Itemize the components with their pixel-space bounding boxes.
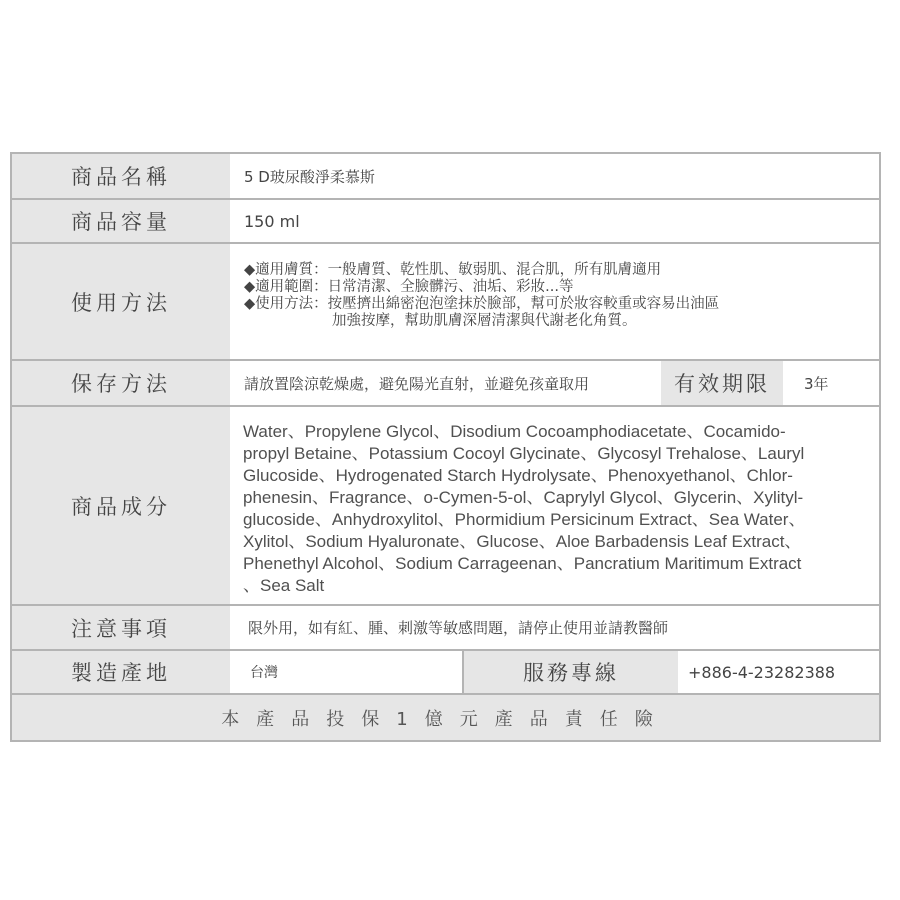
ingredients-line: Water、Propylene Glycol、Disodium Cocoamphodiacetate、Cocamido- bbox=[243, 422, 786, 441]
row-footer bbox=[12, 695, 879, 740]
row-storage bbox=[12, 361, 879, 407]
ingredients-line: phenesin、Fragrance、o-Cymen-5-ol、Caprylyl Glycol、Glycerin、Xylityl- bbox=[243, 488, 804, 507]
product-spec-table bbox=[10, 152, 881, 742]
caution-label: 注意事項 bbox=[12, 606, 230, 649]
ingredients-text bbox=[243, 421, 861, 597]
hotline-value: +886-4-23282388 bbox=[688, 662, 836, 682]
capacity-value: 150 ml bbox=[244, 211, 300, 231]
ingredients-line: 、Sea Salt bbox=[243, 576, 325, 595]
ingredients-line: Glucoside、Hydrogenated Starch Hydrolysate、Phenoxyethanol、Chlor- bbox=[243, 466, 793, 485]
usage-text bbox=[244, 262, 719, 330]
row-caution bbox=[12, 606, 879, 651]
origin-value: 台灣 bbox=[250, 665, 278, 681]
hotline-label: 服務專線 bbox=[464, 651, 678, 693]
row-capacity bbox=[12, 200, 879, 244]
ingredients-line: Xylitol、Sodium Hyaluronate、Glucose、Aloe Barbadensis Leaf Extract、 bbox=[243, 532, 802, 551]
product-name-value: 5 D玻尿酸淨柔慕斯 bbox=[244, 167, 375, 186]
capacity-label: 商品容量 bbox=[12, 200, 230, 242]
ingredients-line: Phenethyl Alcohol、Sodium Carrageenan、Pancratium Maritimum Extract bbox=[243, 554, 802, 573]
row-ingredients bbox=[12, 407, 879, 606]
storage-label: 保存方法 bbox=[12, 361, 230, 405]
ingredients-line: glucoside、Anhydroxylitol、Phormidium Persicinum Extract、Sea Water、 bbox=[243, 510, 806, 529]
ingredients-label: 商品成分 bbox=[12, 407, 230, 604]
row-product-name bbox=[12, 154, 879, 200]
insurance-footer: 本產品投保1億元產品責任險 bbox=[12, 695, 879, 740]
row-origin bbox=[12, 651, 879, 695]
usage-line-method-cont: 加強按摩，幫助肌膚深層清潔與代謝老化角質。 bbox=[332, 313, 637, 329]
usage-line-scope: ◆適用範圍：日常清潔、全臉髒污、油垢、彩妝...等 bbox=[244, 279, 574, 295]
expiry-value: 3年 bbox=[804, 374, 829, 393]
storage-value: 請放置陰涼乾燥處，避免陽光直射，並避免孩童取用 bbox=[244, 374, 590, 393]
product-name-label: 商品名稱 bbox=[12, 154, 230, 198]
ingredients-line: propyl Betaine、Potassium Cocoyl Glycinate、Glycosyl Trehalose、Lauryl bbox=[243, 444, 805, 463]
origin-label: 製造產地 bbox=[12, 651, 230, 693]
usage-label: 使用方法 bbox=[12, 244, 230, 359]
usage-line-skin: ◆適用膚質：一般膚質、乾性肌、敏弱肌、混合肌，所有肌膚適用 bbox=[244, 262, 662, 278]
caution-value: 限外用，如有紅、腫、刺激等敏感問題，請停止使用並請教醫師 bbox=[248, 619, 669, 637]
usage-line-method: ◆使用方法：按壓擠出綿密泡泡塗抹於臉部，幫可於妝容較重或容易出油區 bbox=[244, 296, 720, 312]
row-usage bbox=[12, 244, 879, 361]
expiry-label: 有效期限 bbox=[661, 361, 783, 405]
